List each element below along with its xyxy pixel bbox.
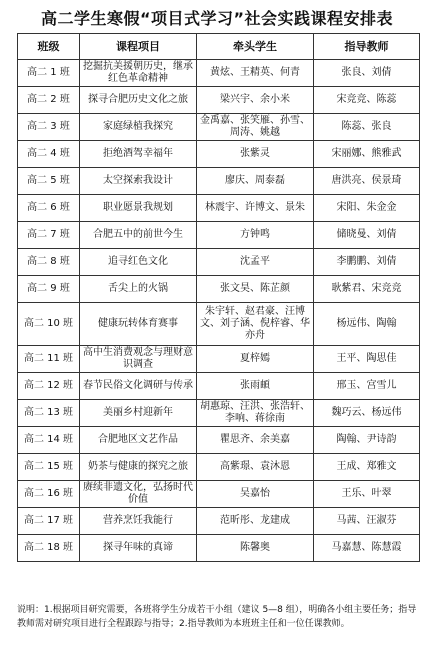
class-cell: 高二 16 班 — [18, 481, 80, 508]
students-cell: 张紫灵 — [197, 141, 314, 168]
project-cell: 追寻红色文化 — [80, 249, 197, 276]
students-cell: 吴嘉怡 — [197, 481, 314, 508]
table-row — [18, 195, 420, 222]
column-header-students: 牵头学生 — [197, 34, 314, 60]
project-cell: 高中生消费观念与理财意识调查 — [80, 346, 197, 373]
table-row — [18, 400, 420, 427]
students-cell: 黄炫、王精英、何青 — [197, 60, 314, 87]
project-cell: 赓续非遗文化，弘扬时代价值 — [80, 481, 197, 508]
class-cell: 高二 13 班 — [18, 400, 80, 427]
students-cell: 高紫璟、袁沐恩 — [197, 454, 314, 481]
class-cell: 高二 2 班 — [18, 87, 80, 114]
teachers-cell: 杨远伟、陶翰 — [314, 303, 420, 346]
students-cell: 陈馨奥 — [197, 535, 314, 562]
project-cell: 营养烹饪我能行 — [80, 508, 197, 535]
project-cell: 合肥地区文艺作品 — [80, 427, 197, 454]
class-cell: 高二 17 班 — [18, 508, 80, 535]
table-row — [18, 141, 420, 168]
column-header-class: 班级 — [18, 34, 80, 60]
teachers-cell: 宋阳、朱金金 — [314, 195, 420, 222]
teachers-cell: 陶翰、尹诗韵 — [314, 427, 420, 454]
project-cell: 太空探索我设计 — [80, 168, 197, 195]
project-cell: 挖掘抗美援朝历史，继承红色革命精神 — [80, 60, 197, 87]
students-cell: 张雨頔 — [197, 373, 314, 400]
class-cell: 高二 1 班 — [18, 60, 80, 87]
teachers-cell: 宋竞竞、陈蕊 — [314, 87, 420, 114]
teachers-cell: 王成、郑雅文 — [314, 454, 420, 481]
table-row — [18, 303, 420, 346]
students-cell: 梁兴宇、余小米 — [197, 87, 314, 114]
project-cell: 奶茶与健康的探究之旅 — [80, 454, 197, 481]
students-cell: 廖庆、周泰磊 — [197, 168, 314, 195]
table-row — [18, 168, 420, 195]
footnote: 说明：1.根据项目研究需要，各班将学生分成若干小组（建议 5—8 组），明确各小组主要任务；指导教师需对研究项目进行全程跟踪与指导；2.指导教师为本班班主任和一位任课教师。 — [17, 605, 417, 629]
class-cell: 高二 9 班 — [18, 276, 80, 303]
table-row — [18, 373, 420, 400]
class-cell: 高二 18 班 — [18, 535, 80, 562]
class-cell: 高二 6 班 — [18, 195, 80, 222]
teachers-cell: 唐洪亮、侯景琦 — [314, 168, 420, 195]
table-row — [18, 114, 420, 141]
students-cell: 林震宇、许博文、景朱 — [197, 195, 314, 222]
class-cell: 高二 14 班 — [18, 427, 80, 454]
teachers-cell: 张良、刘倩 — [314, 60, 420, 87]
teachers-cell: 王乐、叶翠 — [314, 481, 420, 508]
project-cell: 探寻合肥历史文化之旅 — [80, 87, 197, 114]
project-cell: 探寻年味的真谛 — [80, 535, 197, 562]
class-cell: 高二 7 班 — [18, 222, 80, 249]
schedule-table — [17, 33, 420, 562]
students-cell: 胡惠琼、汪洪、张浩轩、李响、蒋徐南 — [197, 400, 314, 427]
column-header-teachers: 指导教师 — [314, 34, 420, 60]
students-cell: 方钟鸣 — [197, 222, 314, 249]
teachers-cell: 马嘉慧、陈慧霞 — [314, 535, 420, 562]
teachers-cell: 李鹏鹏、刘倩 — [314, 249, 420, 276]
project-cell: 健康玩转体育赛事 — [80, 303, 197, 346]
table-header-row — [18, 34, 420, 60]
table-row — [18, 87, 420, 114]
class-cell: 高二 5 班 — [18, 168, 80, 195]
class-cell: 高二 8 班 — [18, 249, 80, 276]
class-cell: 高二 4 班 — [18, 141, 80, 168]
table-row — [18, 60, 420, 87]
table-row — [18, 454, 420, 481]
column-header-project: 课程项目 — [80, 34, 197, 60]
table-row — [18, 249, 420, 276]
students-cell: 夏梓嫣 — [197, 346, 314, 373]
table-row — [18, 222, 420, 249]
project-cell: 春节民俗文化调研与传承 — [80, 373, 197, 400]
table-row — [18, 535, 420, 562]
project-cell: 舌尖上的火锅 — [80, 276, 197, 303]
table-row — [18, 481, 420, 508]
teachers-cell: 耿紫君、宋竞竞 — [314, 276, 420, 303]
class-cell: 高二 11 班 — [18, 346, 80, 373]
teachers-cell: 马茜、汪淑芬 — [314, 508, 420, 535]
class-cell: 高二 3 班 — [18, 114, 80, 141]
students-cell: 沈孟平 — [197, 249, 314, 276]
teachers-cell: 魏巧云、杨远伟 — [314, 400, 420, 427]
project-cell: 拒绝酒驾幸福年 — [80, 141, 197, 168]
students-cell: 瞿思齐、余美嘉 — [197, 427, 314, 454]
page-title: 高二学生寒假“项目式学习”社会实践课程安排表 — [40, 9, 394, 28]
teachers-cell: 宋丽娜、熊雅武 — [314, 141, 420, 168]
teachers-cell: 陈蕊、张良 — [314, 114, 420, 141]
class-cell: 高二 15 班 — [18, 454, 80, 481]
table-row — [18, 508, 420, 535]
students-cell: 金禹嘉、张笑雁、孙雪、周涛、姚越 — [197, 114, 314, 141]
table-row — [18, 346, 420, 373]
class-cell: 高二 10 班 — [18, 303, 80, 346]
table-row — [18, 427, 420, 454]
project-cell: 家庭绿植我探究 — [80, 114, 197, 141]
project-cell: 合肥五中的前世今生 — [80, 222, 197, 249]
table-row — [18, 276, 420, 303]
project-cell: 美丽乡村迎新年 — [80, 400, 197, 427]
teachers-cell: 储晓曼、刘倩 — [314, 222, 420, 249]
project-cell: 职业愿景我规划 — [80, 195, 197, 222]
teachers-cell: 王平、陶思佳 — [314, 346, 420, 373]
students-cell: 范昕彤、龙建成 — [197, 508, 314, 535]
students-cell: 朱宇轩、赵君豪、汪博文、刘子涵、倪梓睿、华亦舟 — [197, 303, 314, 346]
class-cell: 高二 12 班 — [18, 373, 80, 400]
students-cell: 张文昊、陈芷颜 — [197, 276, 314, 303]
teachers-cell: 邢玉、宫雪儿 — [314, 373, 420, 400]
